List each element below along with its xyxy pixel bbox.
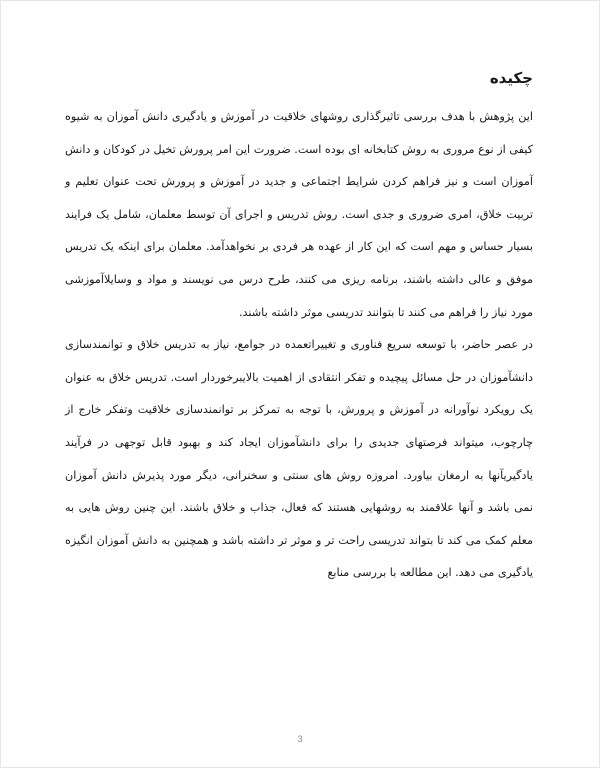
- paragraph: این پژوهش با هدف بررسی تاثیرگذاری روشهای خلاقیت در آموزش و یادگیری دانش آموزان به شیوه کیفی از نوع مروری به روش کتابخانه ای بوده است. ضرورت این امر پرورش تخیل در کودکان و دانش آموزان است و نیز فراهم کردن شرایط اجتماعی و جدید در آموزش و پرورش تحت عنوان تعلیم و تربیت خلاق، امری ضروری و جدی است. روش تدریس و اجرای آن توسط معلمان، شامل یک فرایند بسیار حساس و مهم است که این کار از عهده هر فردی بر نخواهدآمد. معلمان برای اینکه یک تدریس موفق و عالی داشته باشند، برنامه ریزی می کنند، طرح درس می نویسند و مواد و وسایلاآموزشی مورد نیاز را فراهم می کنند تا بتوانند تدریسی موثر داشته باشند.: [65, 110, 533, 319]
- page-number: 3: [297, 734, 303, 744]
- paragraph: در عصر حاضر، با توسعه سریع فناوری و تغییراتعمده در جوامع، نیاز به تدریس خلاق و توانمندسازی دانشآموزان در حل مسائل پیچیده و تفکر انتقادی از اهمیت بالایبرخوردار است. تدریس خلاق به عنوان یک رویکرد نوآورانه در آموزش و پرورش، با توجه به تمرکز بر توانمندسازی خلاقیت وتفکر خارج از چارچوب، میتواند فرصتهای جدیدی را برای دانشآموزان ایجاد کند و بهبود قابل توجهی در فرآیند یادگیریآنها به ارمغان بیاورد. امروزه روش های سنتی و سخنرانی، دیگر مورد پذیرش دانش آموزان نمی باشد و آنها علاقمند به روشهایی هستند که فعال، جذاب و خلاق باشند. این چنین روش هایی به معلم کمک می کند تا بتواند تدریسی راحت تر و موثر تر داشته باشد و همچنین به دانش آموزان انگیزه یادگیری می دهد. این مطالعه با بررسی منابع: [65, 338, 533, 580]
- page-body: [65, 65, 533, 590]
- abstract-heading: چکیده: [489, 69, 533, 87]
